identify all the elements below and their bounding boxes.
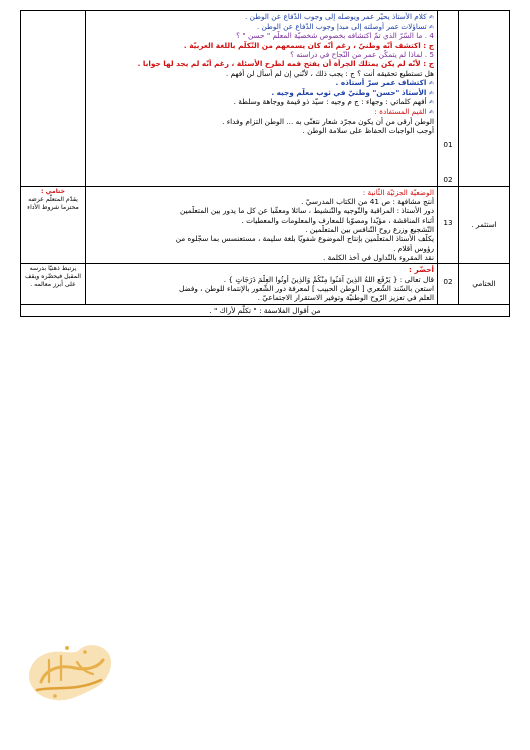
bullet-line: ✍ القيم المستفادة : bbox=[374, 107, 434, 116]
text-line: يكلّف الأستاذ المتعلّمين بإنتاج الموضوع شفويّا بلغة سليمة ، مستعنسس بما سجّلوه من bbox=[175, 234, 434, 244]
question-line: 4 . ما السّرّ الذي تمّ اكتشافه بخصوص شخصيّة المعلّم " حسن " ؟ bbox=[236, 31, 434, 41]
text-line: العلم في تعزيز الرّوح الوطنيّة وتوفير الاستقرار الاجتماعيّ . bbox=[257, 293, 434, 303]
notes-cell bbox=[21, 186, 86, 264]
text-line: هل تستطيع تحقيقه أنت ؟ ج : يجب ذلك ، لأنّني إن لم أسأل لن أفهم . bbox=[225, 68, 434, 78]
answer-line: ج : لأنّه لم يكن يمتلك الجرأة أن يفتح فمه لطرح الأسئلة ، رغم أنّه لم يجد لها جوابا . bbox=[137, 59, 434, 69]
bullet-line: ✍ الأستاذ "حسن" وطنيّ في ثوب معلّم وجيه . bbox=[271, 87, 434, 97]
section-heading: أحضّر : bbox=[409, 265, 434, 275]
notes-text: يقدّم المتعلّم عرضه محترما شروط الأداء bbox=[27, 195, 79, 211]
table-row bbox=[21, 186, 510, 264]
time-cell bbox=[438, 11, 459, 187]
pen-bullet-icon: ✍ bbox=[428, 23, 434, 31]
table-row bbox=[21, 304, 510, 316]
text-line: التّشجيع وزرع روح التّنافس بين المتعلّمين . bbox=[305, 224, 434, 234]
time-cell bbox=[438, 186, 459, 264]
bullet-line: ✍ أفهم كلماتي : وجهاء : ج م وجيه : سيّد ذو قيمة ووجاهة وسلطة . bbox=[233, 97, 434, 107]
content-cell bbox=[86, 264, 438, 304]
stage-cell: استثمر . bbox=[459, 186, 510, 264]
notes-cell bbox=[21, 11, 86, 187]
notes-cell bbox=[21, 264, 86, 304]
time-value: 01 bbox=[443, 140, 453, 149]
time-cell bbox=[438, 264, 459, 304]
pen-bullet-icon: ✍ bbox=[428, 14, 434, 21]
pen-bullet-icon: ✍ bbox=[428, 99, 434, 107]
calligraphy-logo-icon bbox=[15, 630, 120, 712]
pen-bullet-icon: ✍ bbox=[428, 79, 434, 87]
answer-line: ج : اكتشف أنّه وطنيّ ، رغم أنّه كان يسمعهم من التّكلّم باللغة العربيّة . bbox=[183, 40, 434, 50]
question-line: 5 . لماذا لم يتمكّن عمر من النّجاح في دراسته ؟ bbox=[290, 50, 434, 59]
quran-verse: قال تعالى : { يَرْفَعِ اللهُ الذِينَ آمَنُوا مِنْكُمْ وَالذِينَ أُوتُوا العِلْمَ دَرَجَاتٍ } . bbox=[223, 274, 434, 284]
notes-text: يرتبط ذهنيّا بدرسه المقبل فيحضّره ويقف على أبرز معالمه . bbox=[25, 265, 81, 289]
text-line: أثناء المناقشة ، مؤيّدا ومصوّبا للمعارف والمعلومات والمعطيات . bbox=[241, 215, 434, 225]
author-stamp bbox=[15, 630, 120, 712]
section-heading: الوضعيّة الجزئيّة الثّانية : bbox=[362, 187, 434, 197]
time-value: 02 bbox=[443, 277, 453, 287]
bullet-line: ✍ كلام الأستاذ يحيّر عمر ويوصله إلى وجوب الدّفاع عن الوطن . bbox=[244, 12, 434, 21]
text-line: نقد المقروء بالتّداول في أخذ الكلمة . bbox=[322, 252, 434, 262]
pen-bullet-icon: ✍ bbox=[428, 109, 434, 116]
time-value: 02 bbox=[443, 175, 453, 185]
stage-cell: الختامي bbox=[459, 264, 510, 304]
text-line: أوجب الواجبات الحفاظ على سلامة الوطن . bbox=[302, 126, 434, 135]
table-row bbox=[21, 11, 510, 187]
stage-cell bbox=[459, 11, 510, 187]
text-line: دور الأستاذ : المراقبة والتّوجيه والتّنشيط ، سائلا ومعقّبا عن كل ما يدور بين المتعلّمين bbox=[180, 206, 434, 216]
text-line: استعن بالسّند الشّعري [ الوطن الحبيب ] لمعرفة دور الشّعور بالإنتماء للوطن ، وفضل bbox=[179, 283, 434, 293]
content-cell bbox=[86, 186, 438, 264]
footer-quote: من أقوال الفلاسفة : " تكلّم لأراك " . bbox=[21, 304, 510, 316]
text-line: رؤوس أقلام . bbox=[393, 243, 434, 253]
content-cell bbox=[86, 11, 438, 187]
text-line: الوطن أرقى من أن يكون مجرّد شعار نتغنّى به ... الوطن التزام وفداء . bbox=[222, 116, 434, 126]
time-value: 13 bbox=[443, 217, 453, 227]
bullet-line: ✍ اكتشاف عمر سرّ أستاذه . bbox=[335, 77, 434, 87]
table-row bbox=[21, 264, 510, 304]
lesson-table bbox=[20, 10, 510, 317]
bullet-line: ✍ تساؤلات عمر أوصلته إلى مبدإ وجوب الدّفاع عن الوطن . bbox=[256, 21, 434, 31]
notes-title: ختامي : bbox=[40, 187, 66, 195]
text-line: أنتج مشافهة : ص 41 من الكتاب المدرسيّ . bbox=[301, 196, 434, 206]
pen-bullet-icon: ✍ bbox=[428, 89, 434, 97]
